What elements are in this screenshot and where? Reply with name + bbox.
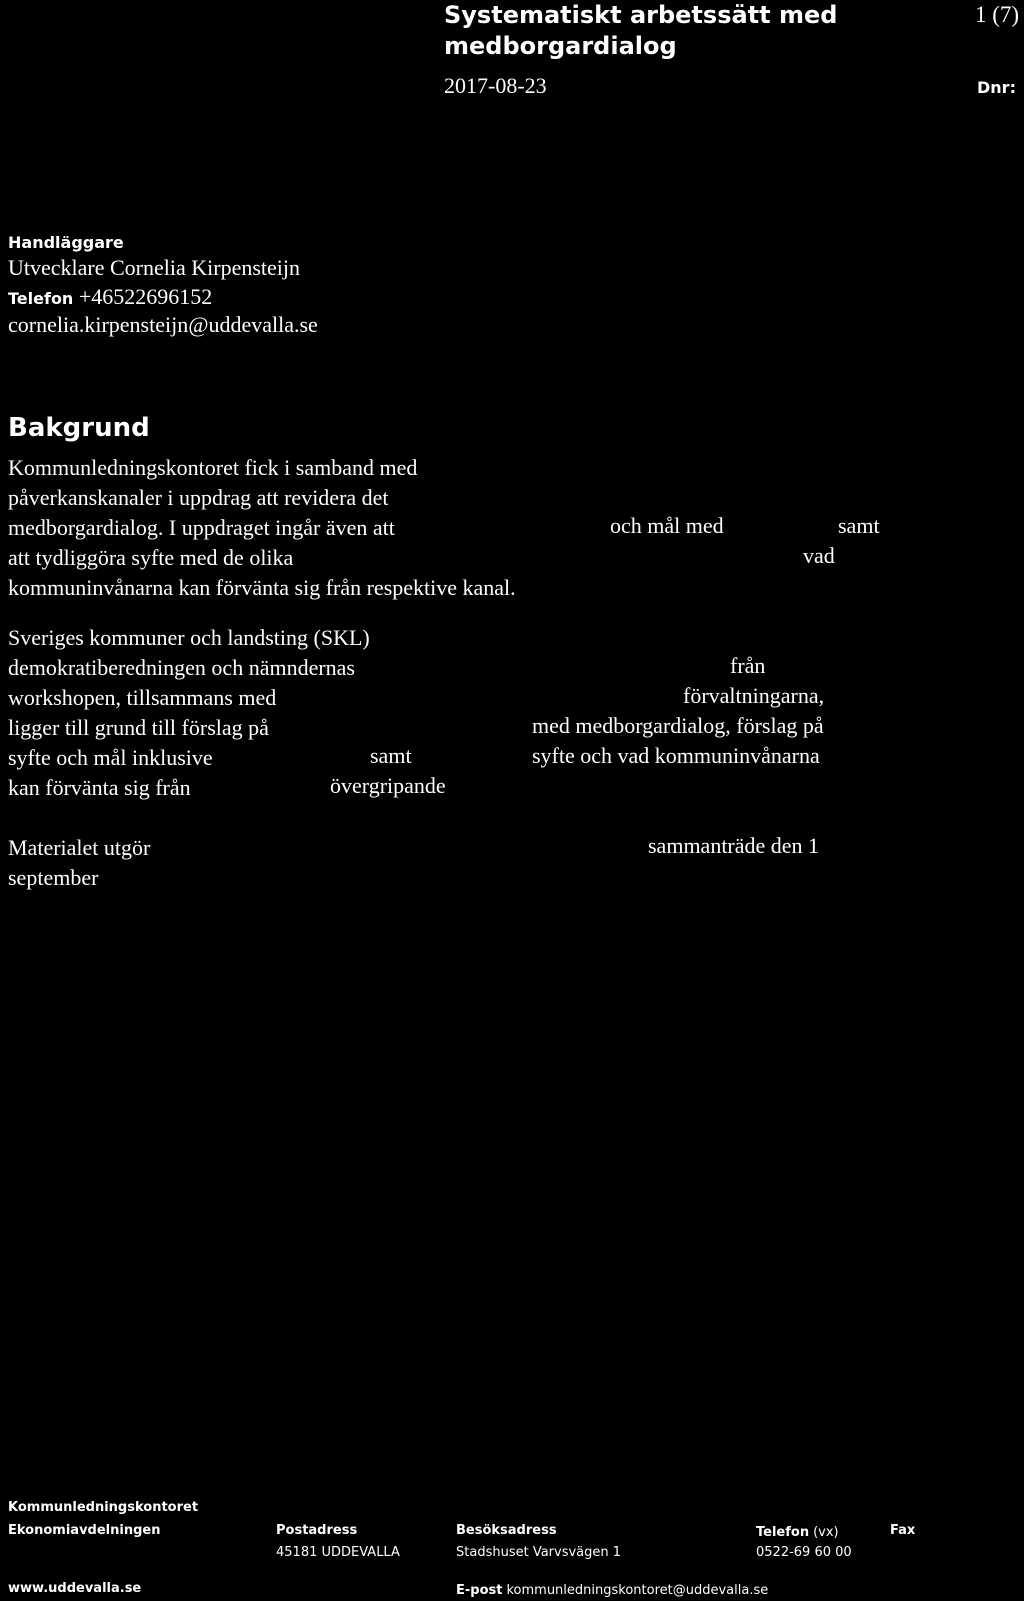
footer-website-link[interactable]: www.uddevalla.se — [8, 1581, 142, 1596]
handlaggare-label: Handläggare — [8, 233, 124, 252]
bakgrund-paragraph-1 — [8, 453, 516, 603]
handlaggare-name: Utvecklare Cornelia Kirpensteijn — [8, 255, 301, 280]
text-fragment: syfte och vad kommuninvånarna — [532, 743, 820, 768]
footer-post-label: Postadress — [276, 1523, 358, 1538]
phone-value: +46522696152 — [78, 284, 213, 309]
footer-email-label: E-post — [456, 1583, 503, 1598]
text-line: syfte och mål inklusive — [8, 745, 213, 770]
footer-email-row — [456, 1581, 768, 1599]
footer-department: Ekonomiavdelningen — [8, 1523, 161, 1538]
text-line: ligger till grund till förslag på — [8, 715, 269, 740]
text-line: kommuninvånarna kan förvänta sig från respektive kanal. — [8, 575, 516, 600]
handlaggare-email: cornelia.kirpensteijn@uddevalla.se — [8, 312, 318, 337]
phone-label: Telefon — [8, 289, 74, 308]
text-fragment: vad — [803, 543, 835, 568]
text-line: att tydliggöra syfte med de olika — [8, 545, 294, 570]
text-line: medborgardialog. I uppdraget ingår även att — [8, 515, 395, 540]
text-fragment: övergripande — [330, 773, 446, 798]
footer-email-link[interactable]: kommunledningskontoret@uddevalla.se — [506, 1583, 769, 1598]
text-fragment: och mål med — [610, 513, 724, 538]
text-line: Sveriges kommuner och landsting (SKL) — [8, 625, 370, 650]
footer-post-value: 45181 UDDEVALLA — [276, 1545, 400, 1560]
text-fragment: sammanträde den 1 — [648, 833, 820, 858]
text-line: Kommunledningskontoret fick i samband med — [8, 455, 418, 480]
text-line: september — [8, 865, 99, 890]
text-line: workshopen, tillsammans med — [8, 685, 277, 710]
footer-org-name: Kommunledningskontoret — [8, 1500, 199, 1515]
text-line: Materialet utgör — [8, 835, 151, 860]
title-line-1: Systematiskt arbetssätt med — [444, 1, 838, 29]
text-fragment: samt — [370, 743, 412, 768]
text-fragment: med medborgardialog, förslag på — [532, 713, 824, 738]
footer-phone-row — [756, 1523, 839, 1541]
footer-visit-label: Besöksadress — [456, 1523, 557, 1538]
footer-phone-value: 0522-69 60 00 — [756, 1545, 852, 1560]
section-heading: Bakgrund — [8, 413, 150, 443]
document-title — [444, 0, 837, 62]
bakgrund-paragraph-3 — [8, 833, 150, 893]
text-line: påverkanskanaler i uppdrag att revidera det — [8, 485, 389, 510]
page-number: 1 (7) — [975, 2, 1020, 27]
footer-phone-label: Telefon — [756, 1525, 810, 1540]
text-line: demokratiberedningen och nämndernas — [8, 655, 355, 680]
dnr-label: Dnr: — [977, 78, 1016, 97]
text-fragment: från — [730, 653, 766, 678]
text-fragment: förvaltningarna, — [683, 683, 825, 708]
footer-visit-value: Stadshuset Varvsvägen 1 — [456, 1545, 622, 1560]
document-date: 2017-08-23 — [444, 73, 547, 98]
footer-fax-label: Fax — [890, 1523, 916, 1538]
handlaggare-phone-row — [8, 284, 212, 310]
text-line: kan förvänta sig från — [8, 775, 191, 800]
text-fragment: samt — [838, 513, 880, 538]
footer-phone-suffix: (vx) — [813, 1525, 839, 1540]
title-line-2: medborgardialog — [444, 32, 677, 60]
bakgrund-paragraph-2 — [8, 623, 370, 803]
